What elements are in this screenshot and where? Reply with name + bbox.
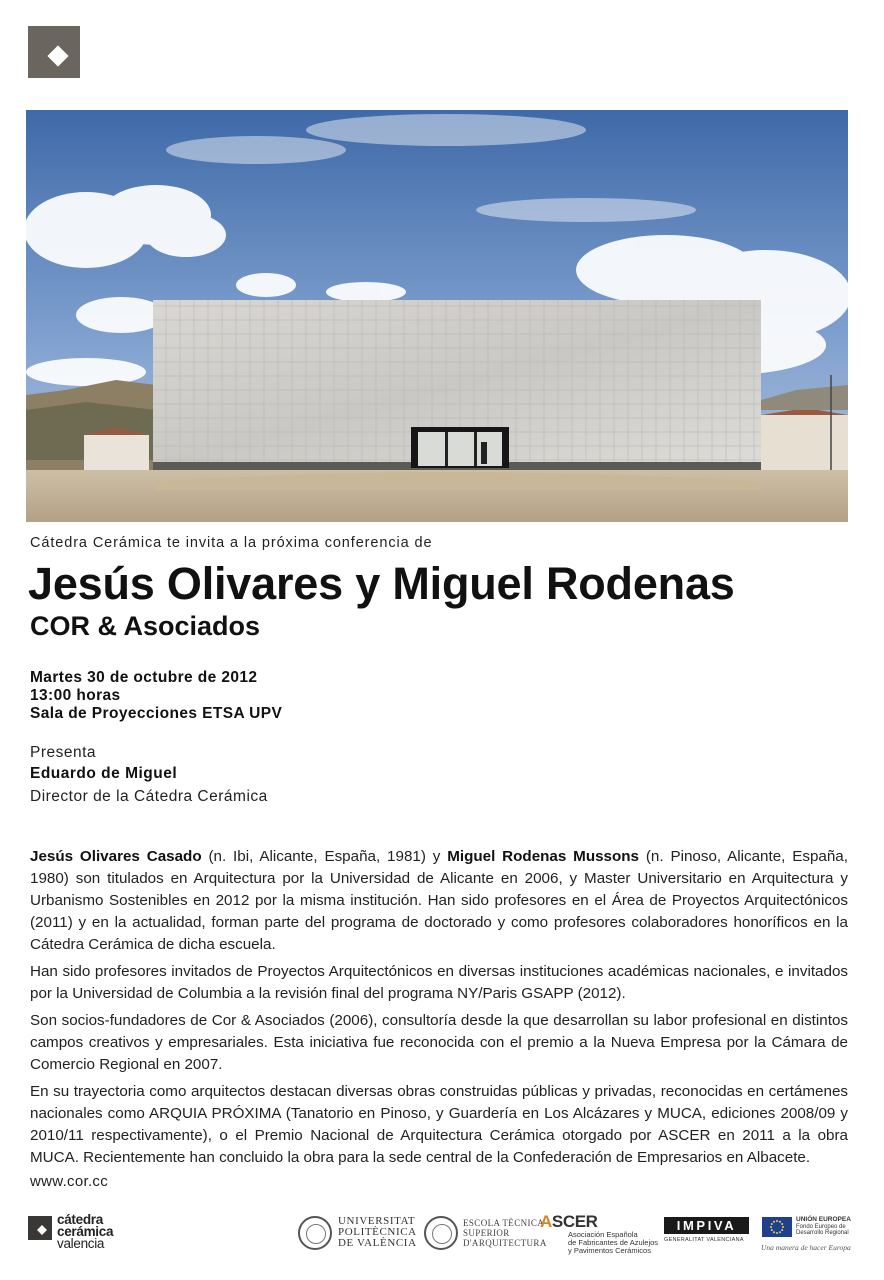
etsa-line: SUPERIOR [463,1228,510,1238]
ascer-line: de Fabricantes de Azulejos [568,1238,659,1247]
eu-line: Fondo Europeo de [796,1223,846,1230]
presenter-label: Presenta [30,744,97,761]
brand-line: cerámica [57,1224,114,1239]
event-venue: Sala de Proyecciones ETSA UPV [30,705,283,722]
brand-line: valencia [57,1236,105,1251]
bio-text: (n. Pinoso, Alicante, España, 1980) son titulados en Arquitectura por la Universidad de Alicante en 2006, y Master Universitario en Arquitectura y Urbanismo Sostenibles en 2012 por la misma institución. Han sido profesores en el Área de Proyectos Arquitectónicos (2011) y en la actualidad, forman parte del programa de doctorado y como profesores colaboradores honoríficos en la Cátedra Cerámica de dicha escuela. [30,848,848,953]
event-time: 13:00 horas [30,687,121,704]
etsa-seal-icon [424,1216,458,1250]
ascer-logo-rest: SCER [551,1212,598,1231]
bio-paragraph-1 [30,846,848,956]
ascer-subtitle [568,1231,658,1255]
impiva-line: GENERALITAT VALENCIANA [664,1237,744,1243]
bio-paragraph-3: Son socios-fundadores de Cor & Asociados (2006), consultoría desde la que desarrollan su labor profesional en distintos campos creativos y empresariales. Esta iniciativa fue reconocida con el premio a la Nueva Empresa por la Cámara de Comercio Regional en 2007. [30,1012,848,1073]
event-date: Martes 30 de octubre de 2012 [30,669,258,686]
page-subtitle: COR & Asociados [30,611,261,641]
bio-paragraph-4: En su trayectoria como arquitectos destacan diversas obras construidas públicas y privadas, reconocidas en certámenes nacionales como ARQUIA PRÓXIMA (Tanatorio en Pinoso, y Guardería en Los Alcázares y MUCA, ediciones 2008/09 y 2010/11 respectivamente), o el Premio Nacional de Arquitectura Cerámica otorgado por ASCER en 2011 a la obra MUCA. Recientemente han concluido la obra para la sede central de la Confederación de Empresarios en Albacete. [30,1083,848,1166]
bio-name-olivares: Jesús Olivares Casado [30,848,202,865]
eu-line: UNIÓN EUROPEA [796,1216,851,1223]
eu-motto: Una manera de hacer Europa [761,1243,851,1252]
ascer-line: Asociación Española [568,1230,638,1239]
catedra-ceramica-footer-icon [28,1216,52,1240]
catedra-ceramica-logo-mark [28,26,80,78]
website-link[interactable]: www.cor.cc [30,1173,109,1190]
eu-text [796,1217,851,1237]
brand-line: cátedra [57,1212,103,1227]
catedra-ceramica-footer-logo [57,1214,113,1250]
upv-line: UNIVERSITAT [338,1215,416,1227]
upv-line: DE VALÈNCIA [338,1237,417,1249]
bio-text: (n. Ibi, Alicante, España, 1981) y [201,848,448,865]
ascer-line: y Pavimentos Cerámicos [568,1246,651,1255]
impiva-logo: IMPIVA [664,1217,749,1234]
impiva-subtitle [664,1237,744,1243]
bio-paragraph-2: Han sido profesores invitados de Proyectos Arquitectónicos en diversas instituciones académicas nacionales, e invitados por la Universidad de Columbia a la revisión final del programa NY/Paris GSAPP (2012). [30,963,848,1002]
etsa-line: ESCOLA TÈCNICA [463,1218,545,1228]
etsa-line: D'ARQUITECTURA [463,1238,547,1248]
biography [30,846,848,1174]
presenter-name: Eduardo de Miguel [30,765,178,782]
ascer-logo-initial: A [540,1212,552,1231]
eu-line: Desarrollo Regional [796,1230,849,1236]
presenter-role: Director de la Cátedra Cerámica [30,788,268,805]
etsa-logo [463,1218,547,1248]
upv-seal-icon [298,1216,332,1250]
upv-line: POLITÈCNICA [338,1226,417,1238]
invitation-text: Cátedra Cerámica te invita a la próxima conferencia de [30,535,433,551]
upv-logo [338,1216,417,1249]
bio-name-rodenas: Miguel Rodenas Mussons [447,848,639,865]
hero-photo-building [26,110,848,522]
ascer-logo [540,1212,598,1232]
page-title: Jesús Olivares y Miguel Rodenas [28,558,735,609]
eu-flag-icon [762,1217,792,1237]
